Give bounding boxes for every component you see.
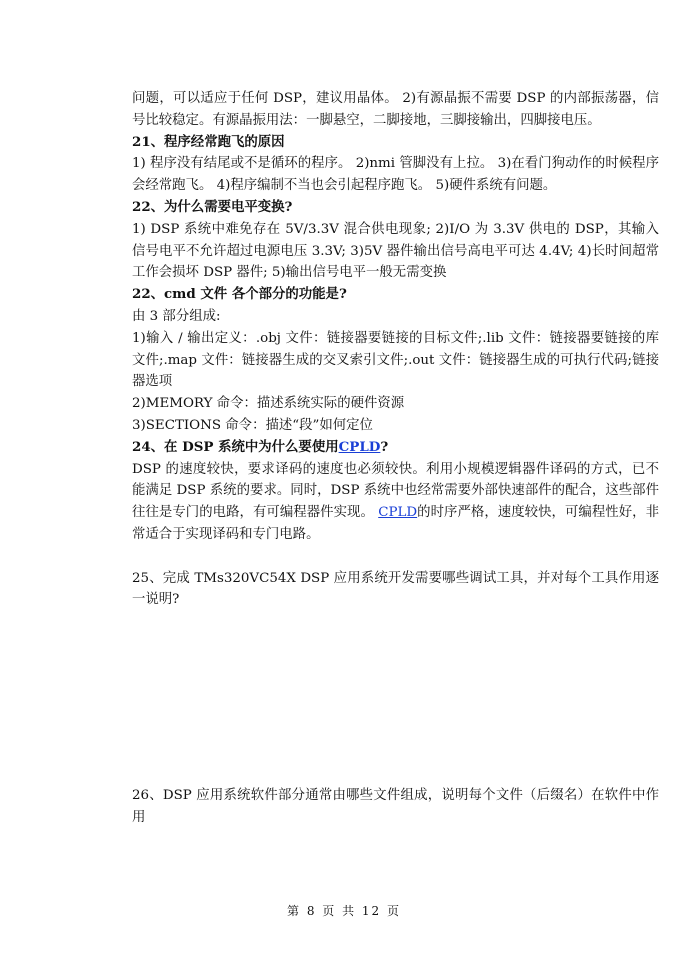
paragraph-24 xyxy=(132,459,659,546)
question-25: 25、完成 TMs320VC54X DSP 应用系统开发需要哪些调试工具，并对每个工具作用逐一说明? xyxy=(132,570,659,608)
paragraph-crystal: 问题，可以适应于任何 DSP，建议用晶体。 2)有源晶振不需要 DSP 的内部振荡器，信号比较稳定。有源晶振用法：一脚悬空，二脚接地，三脚接输出，四脚接电压。 xyxy=(132,91,659,128)
cpld-link-body[interactable]: CPLD xyxy=(378,505,418,521)
heading-24-text: 24、在 DSP 系统中为什么要使用 xyxy=(132,438,339,455)
document-body xyxy=(132,88,659,829)
paragraph-cmd-memory: 2)MEMORY 命令：描述系统实际的硬件资源 xyxy=(132,396,405,412)
heading-24 xyxy=(132,437,659,459)
paragraph-24-text: DSP 的速度较快，要求译码的速度也必须较快。利用小规模逻辑器件译码的方式，已不能满足 DSP 系统的要求。同时，DSP 系统中也经常需要外部快速部件的配合，这些部件往往是专门的电路，有可编程器件实现。 xyxy=(132,461,659,521)
cpld-link-heading[interactable]: CPLD xyxy=(338,438,381,455)
spacer xyxy=(132,546,659,568)
paragraph-24-suffix: 的时序严格，速度较快，可编程性好，非常适合于实现译码和专门电路。 xyxy=(132,505,659,542)
answer-space xyxy=(132,611,659,785)
paragraph-cmd-io: 1)输入 / 输出定义：.obj 文件：链接器要链接的目标文件;.lib 文件：链接器要链接的库文件;.map 文件：链接器生成的交叉索引文件;.out 文件：链接器生成的可执行代码;链接器选项 xyxy=(132,330,659,390)
paragraph-cmd-intro: 由 3 部分组成: xyxy=(132,308,221,324)
heading-21: 21、程序经常跑飞的原因 xyxy=(132,133,285,150)
page-footer: 第 8 页 共 12 页 xyxy=(287,904,401,918)
paragraph-cmd-sections: 3)SECTIONS 命令：描述“段”如何定位 xyxy=(132,417,373,433)
question-26: 26、DSP 应用系统软件部分通常由哪些文件组成，说明每个文件（后缀名）在软件中作用 xyxy=(132,788,659,825)
heading-cmd: 22、cmd 文件 各个部分的功能是? xyxy=(132,286,347,303)
paragraph-22: 1) DSP 系统中难免存在 5V/3.3V 混合供电现象; 2)I/O 为 3.3V 供电的 DSP，其输入信号电平不允许超过电源电压 3.3V; 3)5V 器件输出信号高电平可达 4.4V; 4)长时间超常工作会损坏 DSP 器件; 5)输出信号电平一般无需变换 xyxy=(132,221,659,281)
heading-24-suffix: ? xyxy=(380,438,389,455)
heading-22: 22、为什么需要电平变换? xyxy=(132,198,293,215)
paragraph-21: 1) 程序没有结尾或不是循环的程序。 2)nmi 管脚没有上拉。 3)在看门狗动作的时候程序会经常跑飞。 4)程序编制不当也会引起程序跑飞。 5)硬件系统有问题。 xyxy=(132,156,659,194)
